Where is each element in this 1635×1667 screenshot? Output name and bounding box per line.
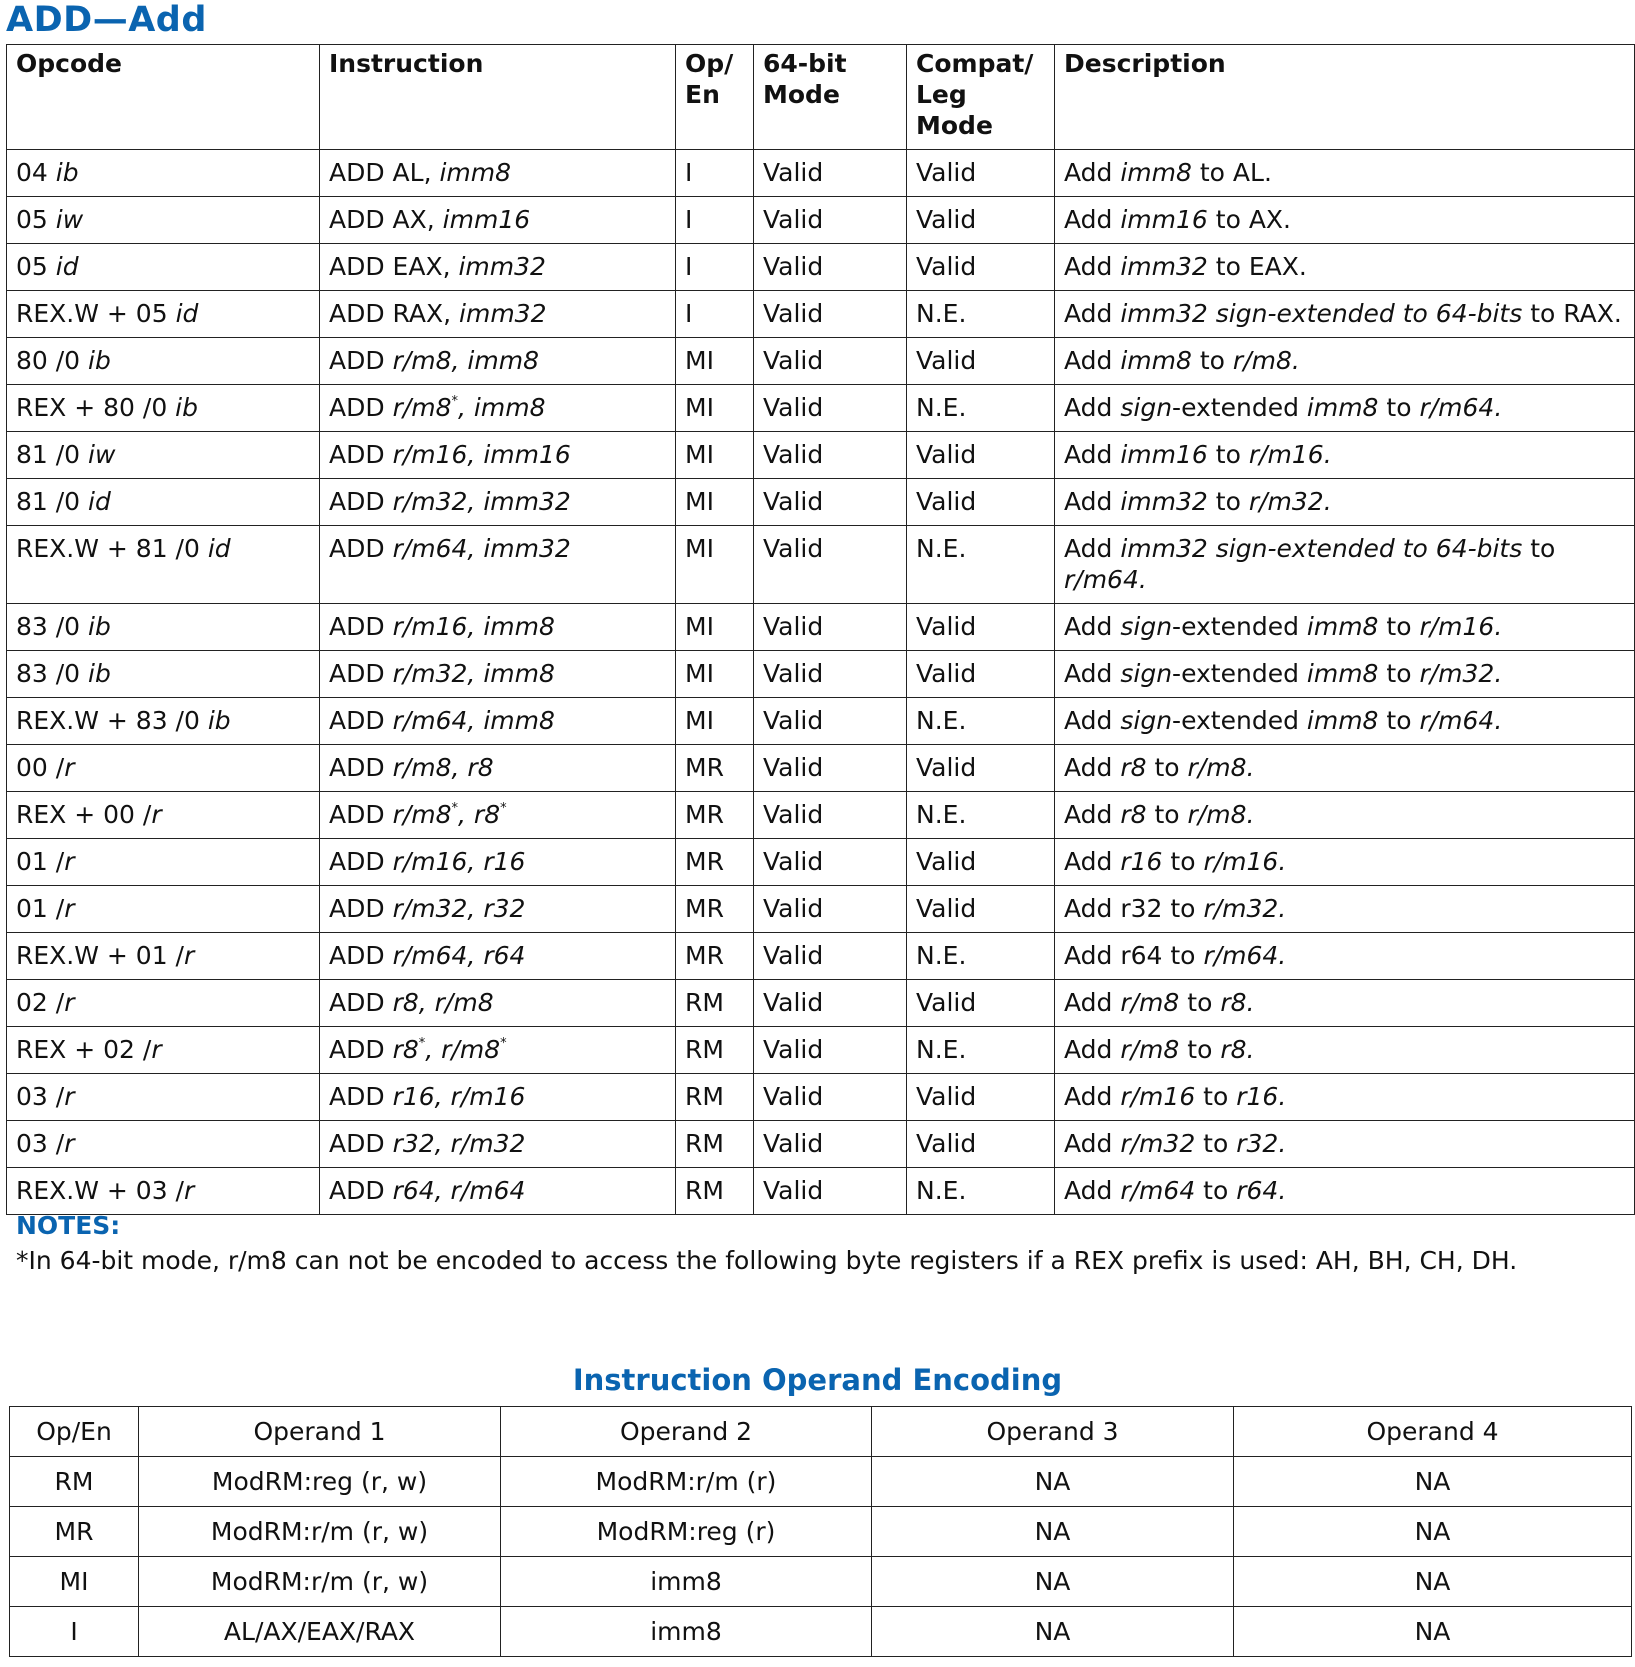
compat-mode-cell: Valid: [907, 479, 1055, 526]
description-cell: Add r/m8 to r8.: [1055, 1027, 1635, 1074]
op-en-cell: RM: [676, 1168, 754, 1215]
op-en-cell: MI: [676, 338, 754, 385]
header-64bit-mode: 64-bit Mode: [754, 45, 907, 150]
opcode-cell: REX + 80 /0 ib: [7, 385, 320, 432]
encoding-header-row: [10, 1407, 1632, 1457]
instruction-cell: ADD r16, r/m16: [320, 1074, 676, 1121]
operand-encoding-table: [9, 1406, 1632, 1657]
opcode-cell: 03 /r: [7, 1121, 320, 1168]
encoding-cell: MR: [10, 1507, 139, 1557]
encoding-header-cell: Operand 3: [872, 1407, 1234, 1457]
op-en-cell: MI: [676, 651, 754, 698]
encoding-cell: NA: [1234, 1557, 1632, 1607]
description-cell: Add imm8 to r/m8.: [1055, 338, 1635, 385]
compat-mode-cell: Valid: [907, 1121, 1055, 1168]
mode64-cell: Valid: [754, 933, 907, 980]
instruction-cell: ADD r32, r/m32: [320, 1121, 676, 1168]
table-row: [7, 338, 1635, 385]
encoding-header-cell: Operand 2: [501, 1407, 872, 1457]
mode64-cell: Valid: [754, 432, 907, 479]
instruction-cell: ADD r/m64, imm32: [320, 526, 676, 604]
mode64-cell: Valid: [754, 338, 907, 385]
description-cell: Add sign-extended imm8 to r/m32.: [1055, 651, 1635, 698]
opcode-cell: 80 /0 ib: [7, 338, 320, 385]
table-row: [7, 150, 1635, 197]
encoding-cell: AL/AX/EAX/RAX: [139, 1607, 501, 1657]
page-title: ADD—Add: [6, 0, 207, 40]
mode64-cell: Valid: [754, 291, 907, 338]
notes-label: NOTES:: [16, 1211, 121, 1240]
instruction-cell: ADD r/m32, r32: [320, 886, 676, 933]
op-en-cell: I: [676, 150, 754, 197]
compat-mode-cell: N.E.: [907, 526, 1055, 604]
encoding-cell: ModRM:r/m (r, w): [139, 1507, 501, 1557]
opcode-cell: REX + 02 /r: [7, 1027, 320, 1074]
compat-mode-cell: N.E.: [907, 291, 1055, 338]
mode64-cell: Valid: [754, 1074, 907, 1121]
mode64-cell: Valid: [754, 244, 907, 291]
description-cell: Add imm32 sign-extended to 64-bits to RAX.: [1055, 291, 1635, 338]
compat-mode-cell: Valid: [907, 244, 1055, 291]
mode64-cell: Valid: [754, 1168, 907, 1215]
encoding-row: [10, 1457, 1632, 1507]
table-row: [7, 980, 1635, 1027]
instruction-cell: ADD r/m32, imm8: [320, 651, 676, 698]
encoding-cell: ModRM:reg (r): [501, 1507, 872, 1557]
compat-mode-cell: Valid: [907, 651, 1055, 698]
op-en-cell: RM: [676, 1121, 754, 1168]
compat-mode-cell: Valid: [907, 197, 1055, 244]
encoding-cell: imm8: [501, 1557, 872, 1607]
table-row: [7, 839, 1635, 886]
compat-mode-cell: Valid: [907, 1074, 1055, 1121]
table-row: [7, 385, 1635, 432]
table-row: [7, 291, 1635, 338]
encoding-cell: MI: [10, 1557, 139, 1607]
opcode-cell: 03 /r: [7, 1074, 320, 1121]
description-cell: Add sign-extended imm8 to r/m16.: [1055, 604, 1635, 651]
compat-mode-cell: Valid: [907, 150, 1055, 197]
op-en-cell: MI: [676, 604, 754, 651]
instruction-cell: ADD AX, imm16: [320, 197, 676, 244]
opcode-cell: 01 /r: [7, 839, 320, 886]
description-cell: Add sign-extended imm8 to r/m64.: [1055, 385, 1635, 432]
encoding-cell: imm8: [501, 1607, 872, 1657]
notes-text: *In 64-bit mode, r/m8 can not be encoded to access the following byte registers if a REX prefix is used: AH, BH, CH, DH.: [16, 1246, 1518, 1275]
instruction-cell: ADD AL, imm8: [320, 150, 676, 197]
table-row: [7, 432, 1635, 479]
op-en-cell: MR: [676, 792, 754, 839]
encoding-row: [10, 1507, 1632, 1557]
instruction-cell: ADD r/m8, r8: [320, 745, 676, 792]
header-opcode: Opcode: [7, 45, 320, 150]
encoding-cell: ModRM:r/m (r, w): [139, 1557, 501, 1607]
opcode-cell: 01 /r: [7, 886, 320, 933]
compat-mode-cell: Valid: [907, 839, 1055, 886]
instruction-cell: ADD r/m8*, imm8: [320, 385, 676, 432]
encoding-header-cell: Operand 1: [139, 1407, 501, 1457]
encoding-cell: NA: [872, 1507, 1234, 1557]
compat-mode-cell: Valid: [907, 745, 1055, 792]
instruction-cell: ADD r8, r/m8: [320, 980, 676, 1027]
header-description: Description: [1055, 45, 1635, 150]
instruction-cell: ADD r/m8*, r8*: [320, 792, 676, 839]
opcode-table: [6, 44, 1635, 1215]
instruction-cell: ADD r/m16, imm16: [320, 432, 676, 479]
encoding-cell: ModRM:r/m (r): [501, 1457, 872, 1507]
mode64-cell: Valid: [754, 839, 907, 886]
table-row: [7, 1168, 1635, 1215]
mode64-cell: Valid: [754, 150, 907, 197]
op-en-cell: RM: [676, 1027, 754, 1074]
encoding-row: [10, 1607, 1632, 1657]
encoding-title: Instruction Operand Encoding: [572, 1363, 1063, 1397]
encoding-cell: NA: [872, 1557, 1234, 1607]
instruction-cell: ADD r8*, r/m8*: [320, 1027, 676, 1074]
table-row: [7, 604, 1635, 651]
mode64-cell: Valid: [754, 604, 907, 651]
description-cell: Add r/m64 to r64.: [1055, 1168, 1635, 1215]
op-en-cell: MI: [676, 526, 754, 604]
description-cell: Add r/m8 to r8.: [1055, 980, 1635, 1027]
opcode-cell: 05 id: [7, 244, 320, 291]
description-cell: Add r8 to r/m8.: [1055, 745, 1635, 792]
mode64-cell: Valid: [754, 479, 907, 526]
header-op-en: Op/ En: [676, 45, 754, 150]
table-row: [7, 1074, 1635, 1121]
encoding-header-cell: Operand 4: [1234, 1407, 1632, 1457]
compat-mode-cell: Valid: [907, 604, 1055, 651]
description-cell: Add imm16 to AX.: [1055, 197, 1635, 244]
mode64-cell: Valid: [754, 792, 907, 839]
mode64-cell: Valid: [754, 980, 907, 1027]
encoding-cell: NA: [1234, 1607, 1632, 1657]
mode64-cell: Valid: [754, 745, 907, 792]
opcode-cell: REX.W + 83 /0 ib: [7, 698, 320, 745]
mode64-cell: Valid: [754, 1121, 907, 1168]
table-row: [7, 1121, 1635, 1168]
description-cell: Add r/m16 to r16.: [1055, 1074, 1635, 1121]
compat-mode-cell: Valid: [907, 338, 1055, 385]
description-cell: Add r32 to r/m32.: [1055, 886, 1635, 933]
table-row: [7, 651, 1635, 698]
instruction-cell: ADD r/m64, imm8: [320, 698, 676, 745]
description-cell: Add r64 to r/m64.: [1055, 933, 1635, 980]
compat-mode-cell: N.E.: [907, 792, 1055, 839]
compat-mode-cell: N.E.: [907, 385, 1055, 432]
header-instruction: Instruction: [320, 45, 676, 150]
encoding-header-cell: Op/En: [10, 1407, 139, 1457]
opcode-cell: REX.W + 01 /r: [7, 933, 320, 980]
opcode-cell: 00 /r: [7, 745, 320, 792]
mode64-cell: Valid: [754, 526, 907, 604]
op-en-cell: MI: [676, 385, 754, 432]
instruction-cell: ADD r/m16, imm8: [320, 604, 676, 651]
instruction-cell: ADD r64, r/m64: [320, 1168, 676, 1215]
opcode-table-header-row: [7, 45, 1635, 150]
compat-mode-cell: Valid: [907, 980, 1055, 1027]
compat-mode-cell: N.E.: [907, 698, 1055, 745]
encoding-cell: RM: [10, 1457, 139, 1507]
description-cell: Add imm8 to AL.: [1055, 150, 1635, 197]
compat-mode-cell: Valid: [907, 432, 1055, 479]
mode64-cell: Valid: [754, 698, 907, 745]
instruction-cell: ADD r/m8, imm8: [320, 338, 676, 385]
compat-mode-cell: N.E.: [907, 1027, 1055, 1074]
mode64-cell: Valid: [754, 651, 907, 698]
op-en-cell: MR: [676, 933, 754, 980]
encoding-cell: NA: [872, 1457, 1234, 1507]
instruction-cell: ADD r/m16, r16: [320, 839, 676, 886]
description-cell: Add imm32 sign-extended to 64-bits to r/m64.: [1055, 526, 1635, 604]
instruction-cell: ADD RAX, imm32: [320, 291, 676, 338]
op-en-cell: MI: [676, 698, 754, 745]
encoding-cell: ModRM:reg (r, w): [139, 1457, 501, 1507]
description-cell: Add sign-extended imm8 to r/m64.: [1055, 698, 1635, 745]
compat-mode-cell: N.E.: [907, 1168, 1055, 1215]
opcode-cell: 83 /0 ib: [7, 651, 320, 698]
op-en-cell: I: [676, 244, 754, 291]
mode64-cell: Valid: [754, 886, 907, 933]
table-row: [7, 933, 1635, 980]
description-cell: Add r8 to r/m8.: [1055, 792, 1635, 839]
opcode-cell: 04 ib: [7, 150, 320, 197]
description-cell: Add imm32 to r/m32.: [1055, 479, 1635, 526]
mode64-cell: Valid: [754, 197, 907, 244]
description-cell: Add imm16 to r/m16.: [1055, 432, 1635, 479]
mode64-cell: Valid: [754, 1027, 907, 1074]
instruction-cell: ADD EAX, imm32: [320, 244, 676, 291]
description-cell: Add r/m32 to r32.: [1055, 1121, 1635, 1168]
op-en-cell: I: [676, 291, 754, 338]
encoding-cell: I: [10, 1607, 139, 1657]
table-row: [7, 244, 1635, 291]
description-cell: Add imm32 to EAX.: [1055, 244, 1635, 291]
opcode-cell: 02 /r: [7, 980, 320, 1027]
table-row: [7, 526, 1635, 604]
opcode-cell: 83 /0 ib: [7, 604, 320, 651]
opcode-cell: 81 /0 id: [7, 479, 320, 526]
opcode-cell: 81 /0 iw: [7, 432, 320, 479]
op-en-cell: MI: [676, 432, 754, 479]
op-en-cell: RM: [676, 980, 754, 1027]
op-en-cell: MR: [676, 839, 754, 886]
opcode-cell: REX + 00 /r: [7, 792, 320, 839]
mode64-cell: Valid: [754, 385, 907, 432]
instruction-cell: ADD r/m32, imm32: [320, 479, 676, 526]
opcode-cell: REX.W + 03 /r: [7, 1168, 320, 1215]
opcode-cell: 05 iw: [7, 197, 320, 244]
table-row: [7, 197, 1635, 244]
compat-mode-cell: Valid: [907, 886, 1055, 933]
table-row: [7, 886, 1635, 933]
encoding-row: [10, 1557, 1632, 1607]
op-en-cell: RM: [676, 1074, 754, 1121]
table-row: [7, 479, 1635, 526]
encoding-cell: NA: [1234, 1457, 1632, 1507]
op-en-cell: I: [676, 197, 754, 244]
description-cell: Add r16 to r/m16.: [1055, 839, 1635, 886]
instruction-cell: ADD r/m64, r64: [320, 933, 676, 980]
opcode-cell: REX.W + 81 /0 id: [7, 526, 320, 604]
opcode-cell: REX.W + 05 id: [7, 291, 320, 338]
table-row: [7, 1027, 1635, 1074]
op-en-cell: MR: [676, 886, 754, 933]
encoding-cell: NA: [1234, 1507, 1632, 1557]
op-en-cell: MR: [676, 745, 754, 792]
table-row: [7, 698, 1635, 745]
table-row: [7, 792, 1635, 839]
header-compat-leg-mode: Compat/ Leg Mode: [907, 45, 1055, 150]
compat-mode-cell: N.E.: [907, 933, 1055, 980]
encoding-cell: NA: [872, 1607, 1234, 1657]
table-row: [7, 745, 1635, 792]
op-en-cell: MI: [676, 479, 754, 526]
